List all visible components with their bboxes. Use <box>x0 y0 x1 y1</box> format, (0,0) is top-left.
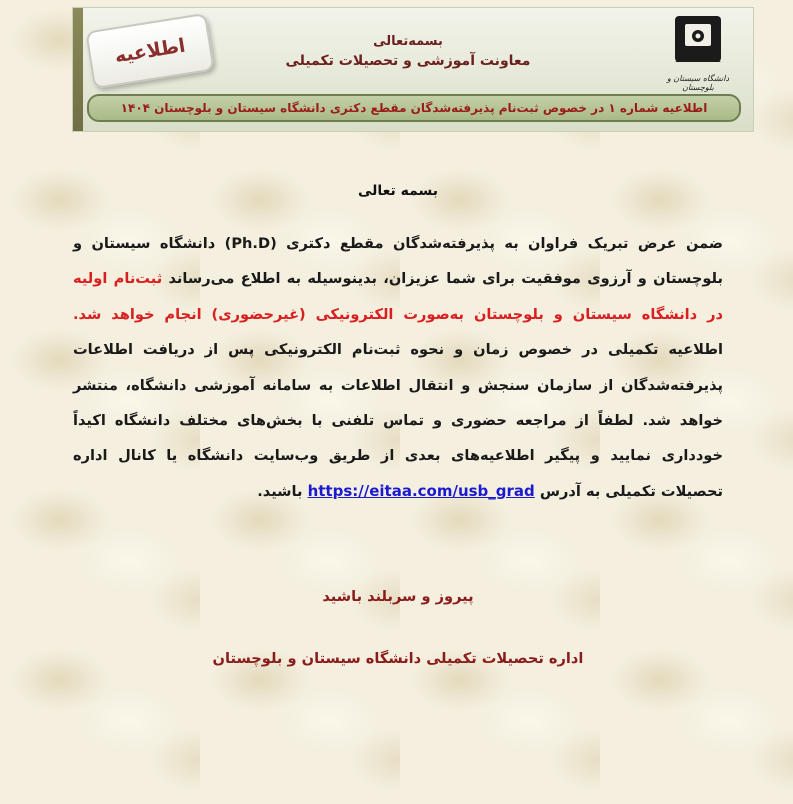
banner-office: معاونت آموزشی و تحصیلات تکمیلی <box>285 53 531 69</box>
paragraph-intro: ضمن عرض تبریک فراوان به پذیرفته‌شدگان مقطع دکتری (Ph.D) دانشگاه سیستان و بلوچستان و آرزوی موفقیت برای شما عزیزان، بدینوسیله به اطلاع می‌رساند <box>73 235 723 288</box>
eitaa-channel-link[interactable]: https://eitaa.com/usb_grad <box>307 481 535 500</box>
closing-line: پیروز و سربلند باشید <box>322 588 474 605</box>
paragraph-highlight: ثبت‌نام اولیه در دانشگاه سیستان و بلوچستان به‌صورت الکترونیکی (غیرحضوری) انجام خواهد شد. <box>73 270 723 323</box>
header-banner <box>72 7 754 132</box>
announcement-title: اطلاعیه شماره ۱ در خصوص ثبت‌نام پذیرفته‌شدگان مقطع دکتری دانشگاه سیستان و بلوچستان ۱۴۰۴ <box>120 101 708 115</box>
announcement-paragraph <box>73 226 723 509</box>
banner-heading <box>213 34 603 69</box>
stamp-label: اطلاعیه <box>113 34 187 68</box>
university-emblem-icon <box>663 14 733 72</box>
paragraph-details: اطلاعیه تکمیلی در خصوص زمان و نحوه ثبت‌نام الکترونیکی پس از دریافت اطلاعات پذیرفته‌شدگان از سازمان سنجش و انتقال اطلاعات به سامانه آموزشی دانشگاه، منتشر خواهد شد. لطفاً از مراجعه حضوری و تماس تلفنی با بخش‌های مختلف دانشگاه اکیداً خودداری نمایید و پیگیر اطلاعیه‌های بعدی از طریق وب‌سایت دانشگاه یا کانال اداره تحصیلات تکمیلی به آدرس <box>73 341 723 500</box>
university-caption: دانشگاه سیستان و بلوچستان <box>666 74 730 92</box>
university-logo <box>663 14 733 92</box>
banner-bismillah: بسمه‌تعالی <box>373 34 443 49</box>
announcement-stamp <box>85 13 215 89</box>
banner-edge-strip <box>73 8 83 131</box>
paragraph-end: باشید. <box>257 482 308 500</box>
signature-line: اداره تحصیلات تکمیلی دانشگاه سیستان و بلوچستان <box>212 650 584 667</box>
body-heading: بسمه تعالی <box>357 183 439 199</box>
announcement-title-bar <box>87 94 741 122</box>
